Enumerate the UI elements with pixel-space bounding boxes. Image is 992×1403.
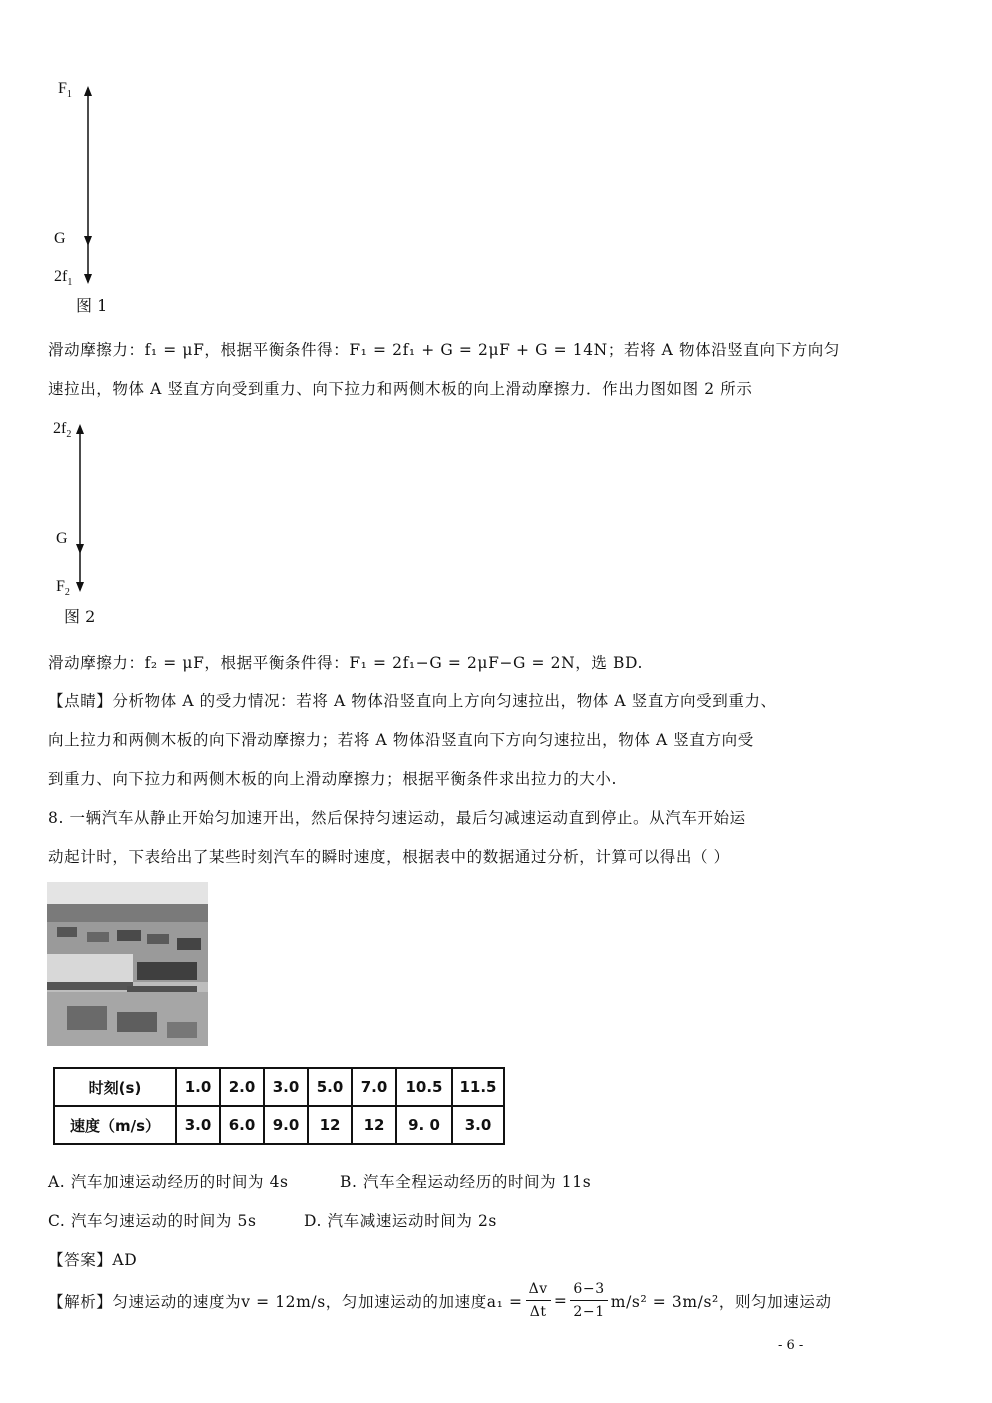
question-line1: 8. 一辆汽车从静止开始匀加速开出，然后保持匀速运动，最后匀减速运动直到停止。从汽车开始运 xyxy=(48,809,746,827)
table-cell: 6.0 xyxy=(220,1106,264,1144)
fraction-numerator: 6−3 xyxy=(570,1278,607,1301)
table-row xyxy=(54,1106,504,1144)
review-line1: 【点睛】分析物体 A 的受力情况：若将 A 物体沿竖直向上方向匀速拉出，物体 A 竖直方向受到重力、 xyxy=(48,692,777,710)
label-2f1: $2f_1$ xyxy=(54,268,73,289)
table-header-cell: 3.0 xyxy=(264,1068,308,1106)
figure-2-force-arrows xyxy=(60,418,120,598)
table-cell: 3.0 xyxy=(176,1106,220,1144)
up-arrowhead xyxy=(76,424,84,434)
table-cell: 速度（m/s） xyxy=(54,1106,176,1144)
page-number: - 6 - xyxy=(778,1338,804,1353)
down-arrowhead-f xyxy=(84,274,92,284)
label-f2: $F_2$ xyxy=(56,578,70,599)
label-g: G xyxy=(54,230,66,247)
traffic-photo xyxy=(47,882,208,1046)
table-header-cell: 1.0 xyxy=(176,1068,220,1106)
table-row xyxy=(54,1068,504,1106)
table-cell: 9.0 xyxy=(264,1106,308,1144)
up-arrowhead xyxy=(84,86,92,96)
table-header-cell: 时刻(s) xyxy=(54,1068,176,1106)
fraction-denominator: 2−1 xyxy=(573,1304,605,1320)
analysis-line xyxy=(48,1278,832,1323)
para1-line1: 滑动摩擦力：f₁ = μF，根据平衡条件得：F₁ = 2f₁ + G = 2μF + G = 14N；若将 A 物体沿竖直向下方向匀 xyxy=(48,341,840,359)
speed-table xyxy=(53,1067,505,1145)
table-cell: 12 xyxy=(352,1106,396,1144)
figure-1-force-arrows xyxy=(60,80,120,290)
analysis-suffix: m/s² = 3m/s²，则匀加速运动 xyxy=(610,1292,832,1311)
table-header-cell: 7.0 xyxy=(352,1068,396,1106)
label-f1: $F_1$ xyxy=(58,80,72,101)
review-line3: 到重力、向下拉力和两侧木板的向上滑动摩擦力；根据平衡条件求出拉力的大小. xyxy=(48,770,618,788)
option-b: B. 汽车全程运动经历的时间为 11s xyxy=(340,1173,592,1191)
fraction-values xyxy=(570,1278,607,1323)
answer: 【答案】AD xyxy=(48,1251,138,1269)
fraction-dv-dt xyxy=(526,1278,551,1323)
option-d: D. 汽车减速运动时间为 2s xyxy=(304,1212,497,1230)
fraction-denominator: Δt xyxy=(529,1304,547,1320)
label-g: G xyxy=(56,530,68,547)
table-cell: 9. 0 xyxy=(396,1106,452,1144)
para2-line1: 滑动摩擦力：f₂ = μF，根据平衡条件得：F₁ = 2f₁−G = 2μF−G = 2N，选 BD. xyxy=(48,654,643,672)
analysis-prefix: 【解析】匀速运动的速度为v = 12m/s，匀加速运动的加速度a₁ = xyxy=(48,1292,523,1311)
down-arrowhead-g xyxy=(76,544,84,554)
figure-1-caption: 图 1 xyxy=(76,296,108,315)
down-arrowhead-f xyxy=(76,582,84,592)
equals-sign: = xyxy=(553,1291,568,1310)
table-cell: 3.0 xyxy=(452,1106,504,1144)
table-header-cell: 11.5 xyxy=(452,1068,504,1106)
table-cell: 12 xyxy=(308,1106,352,1144)
table-header-cell: 5.0 xyxy=(308,1068,352,1106)
figure-2-caption: 图 2 xyxy=(64,607,96,626)
table-header-cell: 2.0 xyxy=(220,1068,264,1106)
review-line2: 向上拉力和两侧木板的向下滑动摩擦力；若将 A 物体沿竖直向下方向匀速拉出，物体 A 竖直方向受 xyxy=(48,731,754,749)
down-arrowhead-g xyxy=(84,236,92,246)
option-c: C. 汽车匀速运动的时间为 5s xyxy=(48,1212,257,1230)
fraction-numerator: Δv xyxy=(526,1278,551,1301)
table-header-cell: 10.5 xyxy=(396,1068,452,1106)
option-a: A. 汽车加速运动经历的时间为 4s xyxy=(48,1173,289,1191)
para1-line2: 速拉出，物体 A 竖直方向受到重力、向下拉力和两侧木板的向上滑动摩擦力．作出力图如图 2 所示 xyxy=(48,380,753,398)
traffic-photo-drawing xyxy=(47,882,208,1046)
question-line2: 动起计时，下表给出了某些时刻汽车的瞬时速度，根据表中的数据通过分析，计算可以得出（ ） xyxy=(48,848,730,866)
label-2f2: $2f_2$ xyxy=(53,420,72,441)
